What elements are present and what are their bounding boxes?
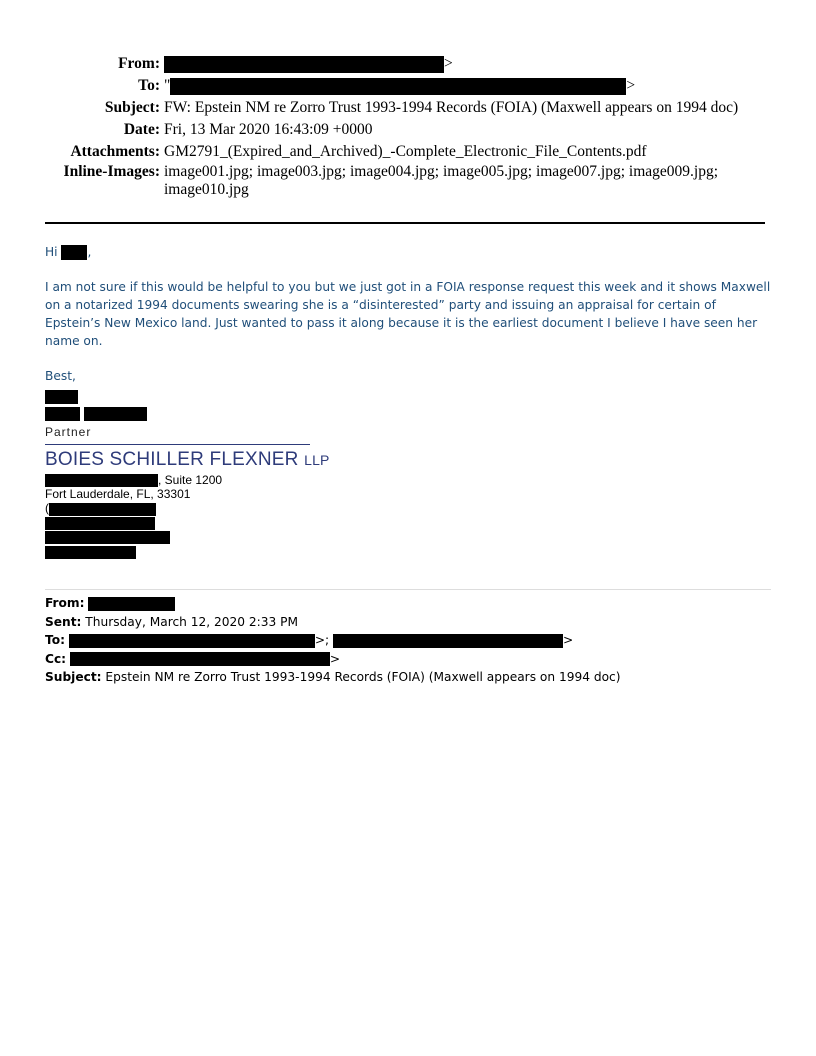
firm-logo-text (45, 449, 330, 471)
redaction-block (333, 634, 563, 648)
body-paragraph: I am not sure if this would be helpful to you but we just got in a FOIA response request this week and it shows Maxwell on a notarized 1994 documents swearing she is a “disinterested” party and issuing an appraisal for certain of Epstein’s New Mexico land. Just wanted to pass it along because it is the earliest document I believe I have seen her name on. (45, 280, 771, 348)
fwd-from-row (45, 594, 775, 613)
redaction-block (170, 78, 626, 95)
header-from-row (40, 53, 780, 75)
signature-block (45, 405, 330, 559)
to-prefix: " (164, 77, 171, 94)
redaction-block (164, 56, 444, 73)
signoff: Best, (45, 369, 76, 383)
redaction-block (69, 634, 315, 648)
signature-title: Partner (45, 425, 92, 439)
fwd-to-row (45, 631, 775, 650)
fwd-sent-label: Sent: (45, 614, 82, 629)
fwd-cc-label: Cc: (45, 651, 67, 666)
attachment-link[interactable]: GM2791_(Expired_and_Archived)_-Complete_Electronic_File_Contents.pdf (164, 143, 647, 160)
redaction-block (45, 517, 155, 530)
address-suite: , Suite 1200 (158, 473, 223, 487)
address-line-1 (45, 473, 330, 487)
redaction-block (88, 597, 175, 611)
date-label: Date: (123, 121, 160, 138)
phone-prefix: ( (45, 501, 49, 516)
contact-line (45, 530, 330, 544)
inline-images-line1: image001.jpg; image003.jpg; image004.jpg; image005.jpg; image007.jpg; image009.jpg; (164, 163, 719, 180)
fwd-to-label: To: (45, 633, 65, 647)
header-date-row (40, 119, 780, 141)
redaction-block (70, 652, 330, 666)
inline-images-line2: image010.jpg (164, 181, 249, 198)
header-inline-images-row (40, 163, 780, 199)
fwd-sent-value: Thursday, March 12, 2020 2:33 PM (85, 614, 298, 629)
greeting (45, 243, 775, 261)
fwd-subject-row (45, 668, 775, 687)
subject-label: Subject: (104, 99, 160, 116)
firm-suffix: LLP (304, 452, 330, 468)
fwd-to-separator: >; (314, 633, 330, 647)
header-attachments-row (40, 141, 780, 163)
forward-divider (45, 589, 771, 590)
redaction-block (45, 546, 136, 559)
fwd-from-label: From: (45, 596, 85, 610)
contact-line (45, 544, 330, 558)
redaction-block (84, 407, 147, 421)
firm-name: BOIES SCHILLER FLEXNER (45, 449, 299, 470)
header-subject-row (40, 97, 780, 119)
redaction-block (45, 407, 80, 421)
redaction-block (49, 503, 156, 516)
phone-line (45, 501, 330, 515)
redaction-block (45, 531, 170, 544)
to-suffix: > (626, 77, 636, 94)
email-header (40, 53, 780, 199)
date-value: Fri, 13 Mar 2020 16:43:09 +0000 (164, 121, 373, 138)
fwd-subject-value: Epstein NM re Zorro Trust 1993-1994 Records (FOIA) (Maxwell appears on 1994 doc) (105, 670, 621, 684)
inline-images-label: Inline-Images: (63, 163, 160, 180)
subject-value: FW: Epstein NM re Zorro Trust 1993-1994 Records (FOIA) (Maxwell appears on 1994 doc) (164, 99, 739, 116)
address-city: Fort Lauderdale, FL, 33301 (45, 487, 191, 502)
redaction-block (45, 474, 158, 487)
greeting-prefix: Hi (45, 245, 58, 259)
from-label: From: (118, 55, 160, 72)
fwd-cc-row (45, 650, 775, 669)
signature-name (45, 405, 330, 423)
sender-name-redacted (45, 387, 775, 405)
fwd-cc-end: > (329, 651, 341, 666)
fwd-sent-row (45, 613, 775, 632)
contact-line (45, 516, 330, 530)
header-divider (45, 222, 765, 224)
to-label: To: (138, 77, 160, 94)
redaction-block (45, 390, 78, 404)
fwd-subject-label: Subject: (45, 670, 102, 684)
fwd-to-end: > (563, 633, 574, 647)
forwarded-header (45, 594, 775, 687)
greeting-suffix: , (87, 245, 92, 259)
from-suffix: > (444, 55, 453, 72)
signature-divider (45, 444, 310, 445)
header-to-row (40, 75, 780, 97)
redaction-block (61, 245, 87, 260)
email-body (45, 243, 775, 405)
attachments-label: Attachments: (70, 143, 160, 160)
